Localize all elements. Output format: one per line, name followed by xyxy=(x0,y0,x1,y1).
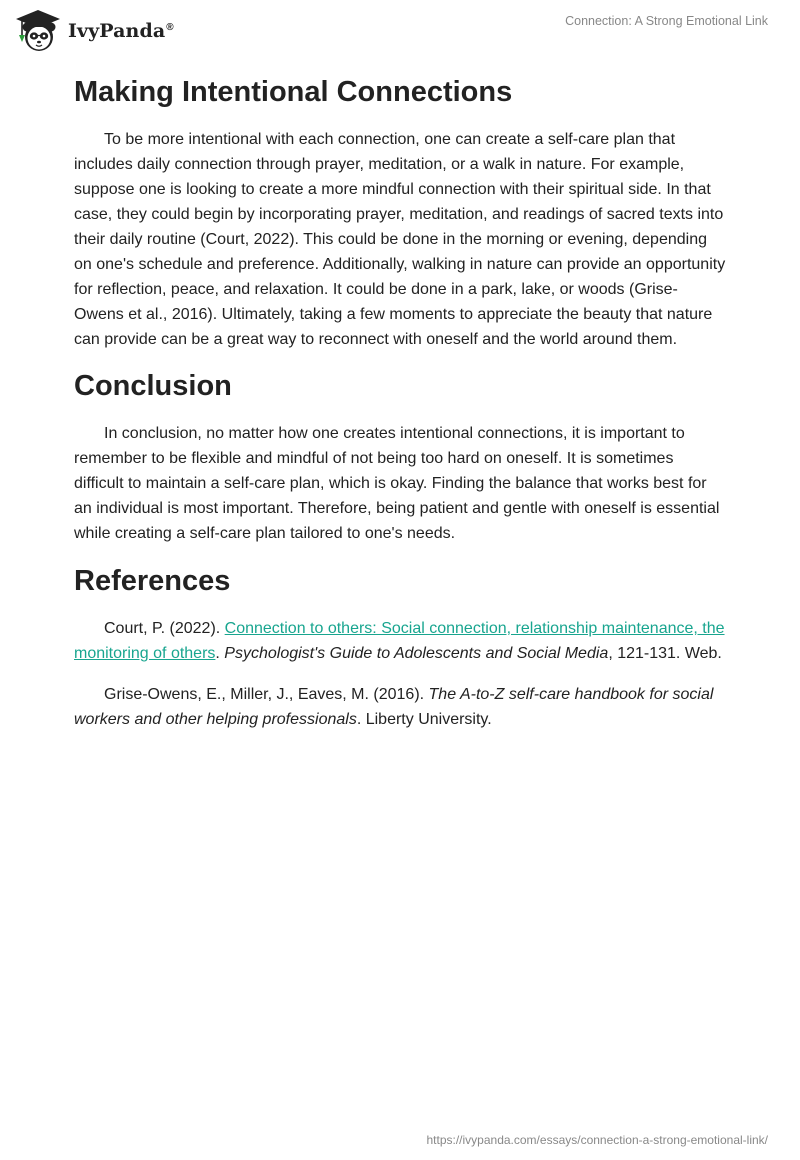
ivypanda-logo[interactable] xyxy=(14,8,174,54)
reference-details: , 121-131. Web. xyxy=(608,645,722,662)
reference-authors: Court, P. (2022). xyxy=(104,620,225,637)
reference-source: Psychologist's Guide to Adolescents and Social Media xyxy=(224,645,609,662)
registered-mark: ® xyxy=(166,21,174,33)
reference-link-court[interactable]: Connection to others: Social connection, relationship maintenance, the monitoring of others xyxy=(74,620,725,662)
reference-authors: Grise-Owens, E., Miller, J., Eaves, M. (2016). xyxy=(104,686,429,703)
paragraph-conclusion: In conclusion, no matter how one creates intentional connections, it is important to remember to be flexible and mindful of not being too hard on oneself. It is sometimes difficult to maintain a self-care plan, which is okay. Finding the balance that works best for an individual is most important. Therefore, being patient and gentle with oneself is essential while creating a self-care plan tailored to one's needs. xyxy=(74,425,720,542)
reference-details: . Liberty University. xyxy=(356,711,492,728)
footer-url: https://ivypanda.com/essays/connection-a-strong-emotional-link/ xyxy=(426,1133,768,1147)
reference-title: The A-to-Z self-care handbook for social workers and other helping professionals xyxy=(74,686,714,728)
section-heading-references: References xyxy=(74,565,231,597)
section-heading-conclusion: Conclusion xyxy=(74,370,232,402)
reference-item-court xyxy=(74,616,726,666)
logo-wordmark: IvyPanda® xyxy=(68,20,174,42)
panda-logo-icon xyxy=(14,8,62,54)
running-title: Connection: A Strong Emotional Link xyxy=(565,14,768,28)
essay-content xyxy=(74,70,726,732)
reference-item-grise-owens xyxy=(74,682,726,732)
section-heading-intentional: Making Intentional Connections xyxy=(74,76,513,108)
reference-separator: . xyxy=(215,645,225,662)
paragraph-intentional: To be more intentional with each connection, one can create a self-care plan that includes daily connection through prayer, meditation, or a walk in nature. For example, suppose one is looking to create a more mindful connection with their spiritual side. In that case, they could begin by incorporating prayer, meditation, and readings of sacred texts into their daily routine (Court, 2022). This could be done in the morning or evening, depending on one's schedule and preference. Additionally, walking in nature can provide an opportunity for reflection, peace, and relaxation. It could be done in a park, lake, or woods (Grise-Owens et al., 2016). Ultimately, taking a few moments to appreciate the beauty that nature can provide can be a great way to reconnect with oneself and the world around them. xyxy=(74,131,726,348)
page-header xyxy=(0,0,800,70)
